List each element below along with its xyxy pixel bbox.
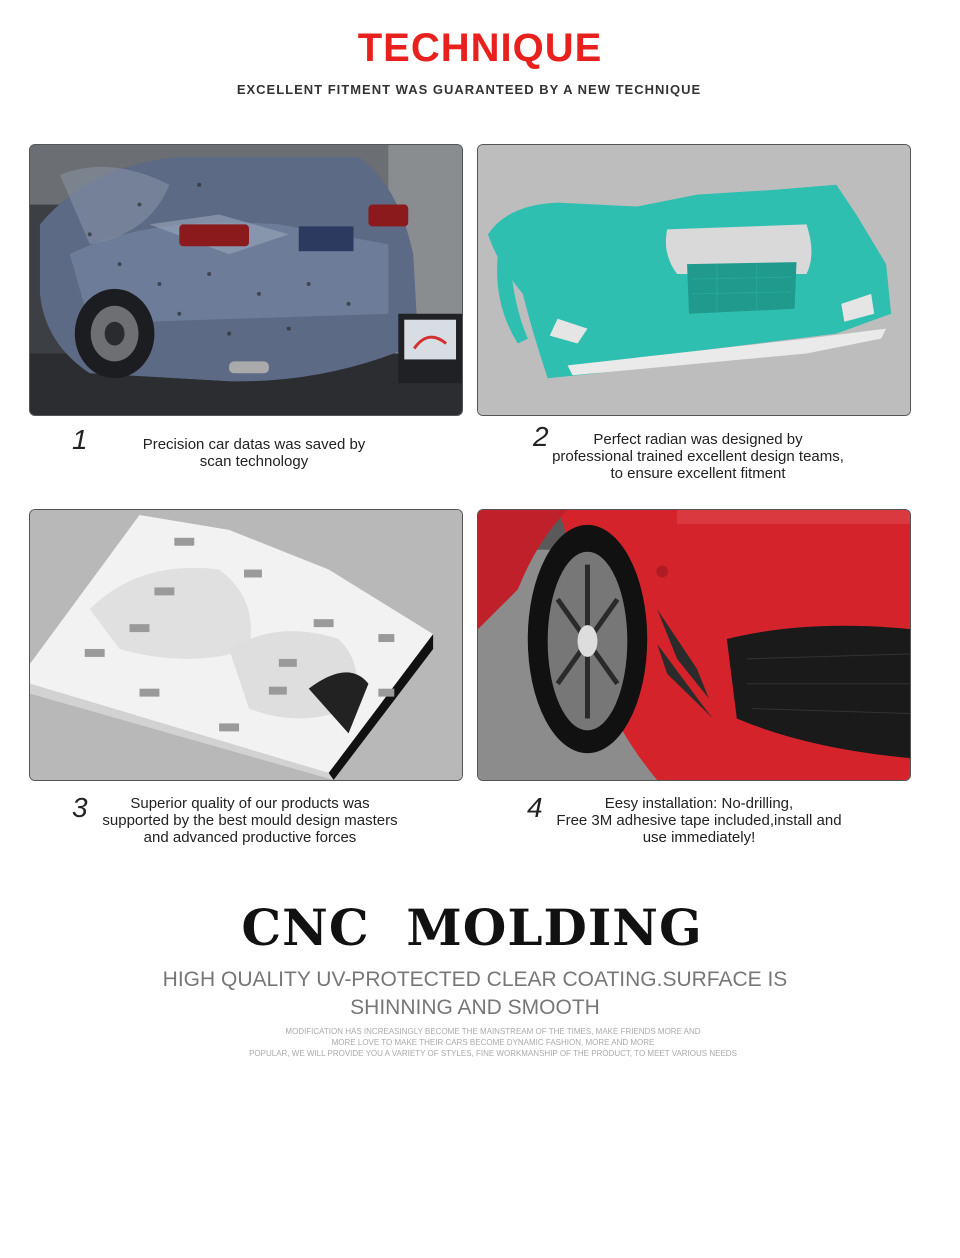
- section-title: TECHNIQUE: [357, 26, 603, 70]
- bumper-3d-scan-render: [477, 144, 911, 416]
- step-caption: Eesy installation: No-drilling, Free 3M adhesive tape included,install and use immediately!: [556, 795, 842, 846]
- coating-headline: HIGH QUALITY UV-PROTECTED CLEAR COATING.SURFACE IS SHINNING AND SMOOTH: [162, 968, 788, 1019]
- installed-canard-photo: [477, 509, 911, 781]
- modification-blurb: MODIFICATION HAS INCREASINGLY BECOME THE MAINSTREAM OF THE TIMES, MAKE FRIENDS MORE AND MORE LOVE TO MAKE THEIR CARS BECOME DYNAMIC FASHION, MORE AND MORE POPULAR, WE WILL PROVIDE YOU A VARIETY OF STYLES, FINE WORKMANSHIP OF THE PRODUCT, TO MEET VARIOUS NEEDS: [249, 1027, 737, 1058]
- mould-render: [29, 509, 463, 781]
- step-number: 1: [72, 424, 88, 455]
- step-caption: Perfect radian was designed by professional trained excellent design teams, to ensure excellent fitment: [552, 431, 844, 482]
- step-caption: Precision car datas was saved by scan technology: [142, 436, 366, 470]
- cnc-molding-title: CNC MOLDING: [241, 898, 703, 957]
- step-number: 4: [527, 792, 543, 823]
- section-subtitle: EXCELLENT FITMENT WAS GUARANTEED BY A NEW TECHNIQUE: [236, 82, 702, 97]
- step-caption: Superior quality of our products was supported by the best mould design masters and advanced productive forces: [102, 795, 398, 846]
- car-scanning-photo: [29, 144, 463, 416]
- step-number: 3: [72, 792, 88, 823]
- step-number: 2: [533, 421, 549, 452]
